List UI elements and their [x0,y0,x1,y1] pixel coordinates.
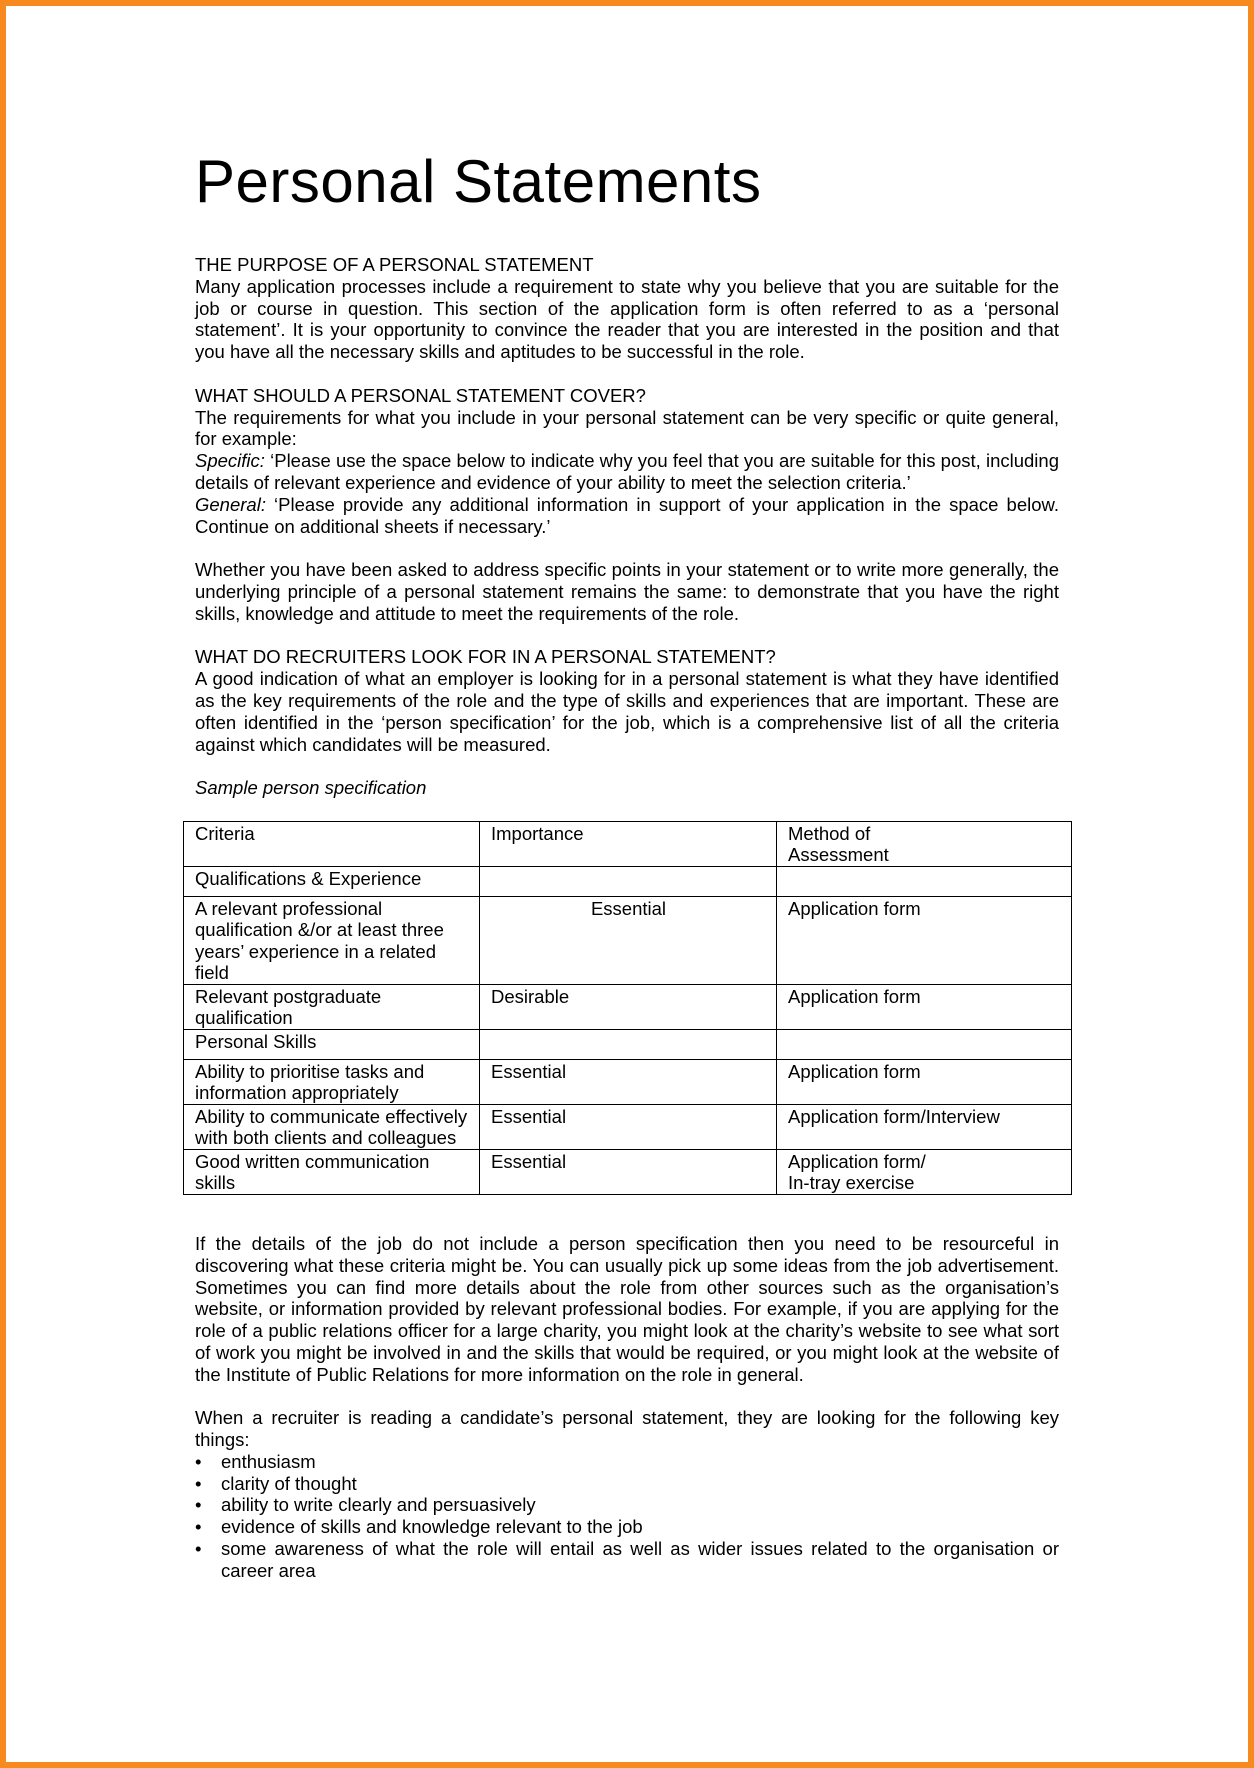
table-section-row [184,866,1072,896]
bullet-icon: • [195,1538,202,1560]
cover-intro: The requirements for what you include in your personal statement can be very specific or quite general, for example: [195,406,1059,450]
purpose-heading: THE PURPOSE OF A PERSONAL STATEMENT [195,254,594,275]
general-text: ‘Please provide any additional information in support of your application in the space below. Continue on additional sheets if necessary.’ [195,493,1059,537]
section-qualifications: Qualifications & Experience [184,866,480,896]
importance-cell: Essential [480,896,777,984]
specific-text: ‘Please use the space below to indicate why you feel that you are suitable for this post, including details of relevant experience and evidence of your ability to meet the selection criteria.’ [195,450,1059,493]
importance-cell: Desirable [480,984,777,1029]
header-method: Method of Assessment [777,821,1072,866]
document-page [195,140,1059,1582]
key-things-list [195,1451,1059,1582]
table-caption: Sample person specification [195,777,427,799]
person-specification-table [183,821,1072,1195]
criteria-cell: Ability to communicate effectively with both clients and colleagues [184,1104,480,1149]
list-item: • some awareness of what the role will entail as well as wider issues related to the organisation or career area [195,1538,1059,1581]
table-section-row [184,1029,1072,1059]
importance-cell: Essential [480,1104,777,1149]
bullet-icon: • [195,1516,202,1538]
header-importance: Importance [480,821,777,866]
cover-heading: WHAT SHOULD A PERSONAL STATEMENT COVER? [195,384,646,406]
criteria-cell: A relevant professional qualification &/or at least three years’ experience in a related field [184,896,480,984]
recruiters-heading: WHAT DO RECRUITERS LOOK FOR IN A PERSONAL STATEMENT? [195,646,776,668]
specific-example [195,450,1059,494]
recruiters-body: A good indication of what an employer is looking for in a personal statement is what they have identified as the key requirements of the role and the type of skills and experiences that are important. These are often identified in the ‘person specification’ for the job, which is a comprehensive list of all the criteria against which candidates will be measured. [195,668,1059,755]
table-row [184,1059,1072,1104]
section-personal-skills: Personal Skills [184,1029,480,1059]
table-row [184,984,1072,1029]
key-things-intro: When a recruiter is reading a candidate’s personal statement, they are looking for the following key things: [195,1407,1059,1451]
bullet-icon: • [195,1450,202,1472]
cover-body: Whether you have been asked to address specific points in your statement or to write more generally, the underlying principle of a personal statement remains the same: to demonstrate that you have the right skills, knowledge and attitude to meet the requirements of the role. [195,559,1059,624]
table-row [184,1149,1072,1194]
criteria-cell: Ability to prioritise tasks and information appropriately [184,1059,480,1104]
header-criteria: Criteria [184,821,480,866]
list-item: • evidence of skills and knowledge relevant to the job [195,1516,643,1538]
importance-cell: Essential [480,1059,777,1104]
importance-cell: Essential [480,1149,777,1194]
criteria-cell: Good written communication skills [184,1149,480,1194]
page-title: Personal Statements [195,148,762,215]
table-row [184,896,1072,984]
list-item: • clarity of thought [195,1472,357,1494]
purpose-body: Many application processes include a requirement to state why you believe that you are suitable for the job or course in question. This section of the application form is often referred to as a ‘personal statement’. It is your opportunity to convince the reader that you are interested in the position and that you have all the necessary skills and aptitudes to be successful in the role. [195,275,1059,363]
method-cell: Application form [777,896,1072,984]
list-item: • ability to write clearly and persuasively [195,1494,536,1516]
bullet-icon: • [195,1494,202,1516]
method-cell: Application form/ In-tray exercise [777,1149,1072,1194]
method-cell: Application form [777,984,1072,1029]
list-item: • enthusiasm [195,1450,316,1472]
table-row [184,1104,1072,1149]
criteria-cell: Relevant postgraduate qualification [184,984,480,1029]
bullet-icon: • [195,1472,202,1494]
method-cell: Application form [777,1059,1072,1104]
general-label: General: [195,493,266,515]
method-cell: Application form/Interview [777,1104,1072,1149]
table-header-row [184,821,1072,866]
after-table-paragraph: If the details of the job do not include a person specification then you need to be resourceful in discovering what these criteria might be. You can usually pick up some ideas from the job advertisement. Sometimes you can find more details about the role from other sources such as the organisation’s website, or information provided by relevant professional bodies. For example, if you are applying for the role of a public relations officer for a large charity, you might look at the charity’s website to see what sort of work you might be involved in and the skills that would be required, or you might look at the website of the Institute of Public Relations for more information on the role in general. [195,1232,1059,1385]
general-example [195,494,1059,538]
specific-label: Specific: [195,450,265,472]
